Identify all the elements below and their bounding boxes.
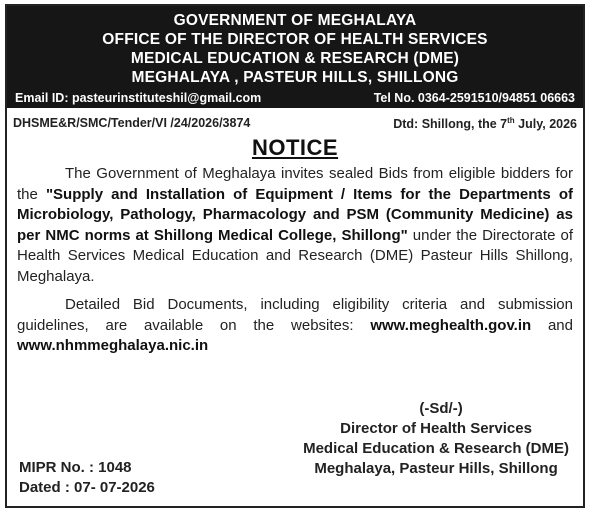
header-contact-row	[13, 91, 577, 105]
body-paragraph-1	[7, 164, 583, 287]
header-department: MEDICAL EDUCATION & RESEARCH (DME)	[130, 50, 460, 67]
signature-title: Director of Health Services	[340, 420, 532, 437]
reference-date-suffix: July, 2026	[514, 117, 577, 132]
reference-number: DHSME&R/SMC/Tender/VI /24/2026/3874	[13, 116, 251, 130]
p1-end: under the Directorate of Health Services Medical Education and Research (DME) Pasteur Hills Shillong, Meghalaya.	[17, 226, 573, 285]
header-office: OFFICE OF THE DIRECTOR OF HEALTH SERVICES	[102, 31, 488, 48]
website-link-meghealth[interactable]: www.meghealth.gov.in	[370, 316, 532, 334]
header-address: MEGHALAYA , PASTEUR HILLS, SHILLONG	[131, 69, 459, 86]
notice-title: NOTICE	[251, 135, 339, 161]
header-phone: Tel No. 0364-2591510/94851 06663	[373, 91, 575, 105]
header-government: GOVERNMENT OF MEGHALAYA	[173, 12, 417, 29]
signature-address: Meghalaya, Pasteur Hills, Shillong	[314, 460, 558, 477]
p2-start: Detailed Bid Documents, including eligibility criteria and submission guidelines, are available on the websites:	[17, 296, 573, 334]
website-link-nhm[interactable]: www.nhmmeghalaya.nic.in	[17, 337, 209, 355]
signature-sd: (-Sd/-)	[419, 400, 463, 417]
reference-row	[7, 108, 583, 131]
mipr-number: MIPR No. : 1048	[19, 459, 132, 476]
reference-date	[393, 116, 577, 131]
p1-start: The Government of Meghalaya invites sealed Bids from eligible bidders for the	[17, 165, 573, 203]
letterhead-banner	[7, 6, 583, 108]
header-email: Email ID: pasteurinstituteshil@gmail.com	[15, 91, 262, 105]
reference-date-prefix: Dtd: Shillong, the 7	[393, 117, 508, 132]
p2-and: and	[531, 316, 573, 334]
p1-tender-subject: "Supply and Installation of Equipment / Items for the Departments of Microbiology, Pathology, Pharmacology and PSM (Community Medicine) as per NMC norms at Shillong Medical College, Shillong"	[17, 185, 573, 244]
mipr-dated: Dated : 07- 07-2026	[19, 479, 155, 496]
reference-date-sup: th	[507, 116, 515, 125]
mipr-block	[19, 458, 155, 498]
notice-document	[5, 4, 585, 508]
signature-block	[303, 399, 569, 479]
body-paragraph-2	[7, 295, 583, 357]
signature-department: Medical Education & Research (DME)	[303, 440, 569, 457]
